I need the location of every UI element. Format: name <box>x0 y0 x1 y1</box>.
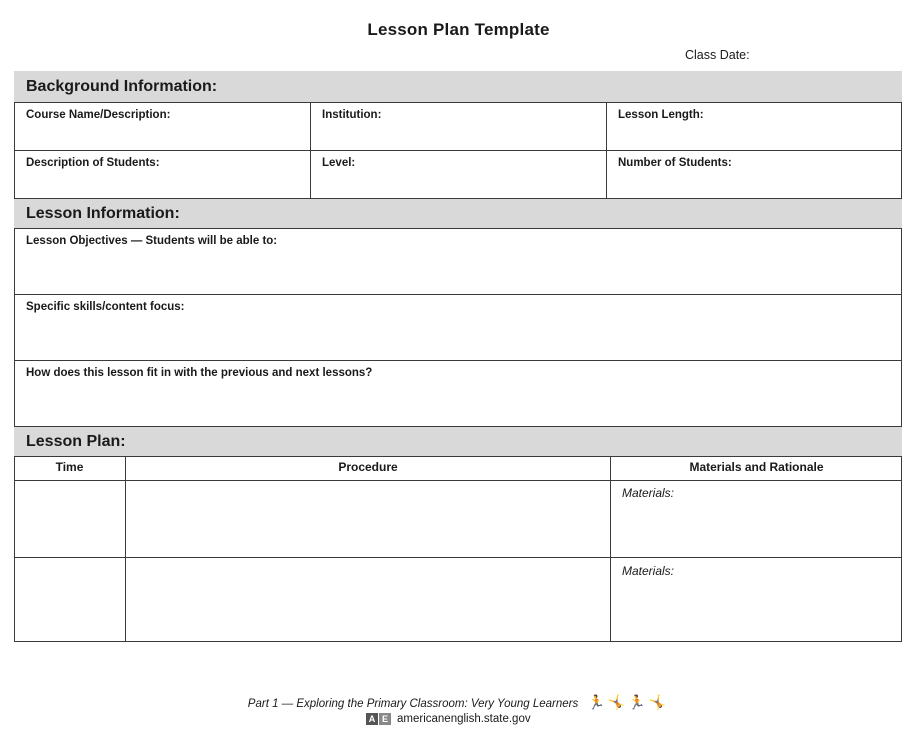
divider <box>14 557 902 558</box>
divider <box>14 480 902 481</box>
logo-letter-a: A <box>366 713 378 725</box>
footer-series-text: Part 1 — Exploring the Primary Classroom: Very Young Learners <box>247 698 579 710</box>
materials-label: Materials: <box>622 564 675 578</box>
footer-website <box>366 713 531 725</box>
lesson-plan-section-heading: Lesson Plan: <box>14 426 902 457</box>
divider <box>310 103 311 198</box>
lesson-fit-field[interactable]: How does this lesson fit in with the previous and next lessons? <box>26 367 373 379</box>
students-description-field[interactable]: Description of Students: <box>26 157 160 169</box>
divider <box>125 457 126 642</box>
column-header-time: Time <box>55 460 84 474</box>
page-title: Lesson Plan Template <box>367 20 550 39</box>
lesson-length-field[interactable]: Lesson Length: <box>618 109 704 121</box>
column-header-materials: Materials and Rationale <box>689 460 824 474</box>
children-figures-icon: 🏃🤸🏃🤸 <box>587 694 670 710</box>
website-link[interactable]: americanenglish.state.gov <box>397 713 531 725</box>
american-english-logo <box>366 713 391 725</box>
background-section-heading: Background Information: <box>14 71 902 103</box>
divider <box>610 457 611 642</box>
materials-label: Materials: <box>622 486 675 500</box>
level-field[interactable]: Level: <box>322 157 356 169</box>
logo-letter-e: E <box>379 713 391 725</box>
divider <box>606 103 607 198</box>
lesson-objectives-field[interactable]: Lesson Objectives — Students will be able to: <box>26 235 278 247</box>
lesson-info-section-heading: Lesson Information: <box>14 198 902 229</box>
skills-focus-field[interactable]: Specific skills/content focus: <box>26 301 185 313</box>
institution-field[interactable]: Institution: <box>322 109 382 121</box>
course-name-field[interactable]: Course Name/Description: <box>26 109 171 121</box>
number-of-students-field[interactable]: Number of Students: <box>618 157 732 169</box>
footer-series <box>0 694 917 711</box>
class-date-label: Class Date: <box>685 48 750 62</box>
column-header-procedure: Procedure <box>338 460 398 474</box>
